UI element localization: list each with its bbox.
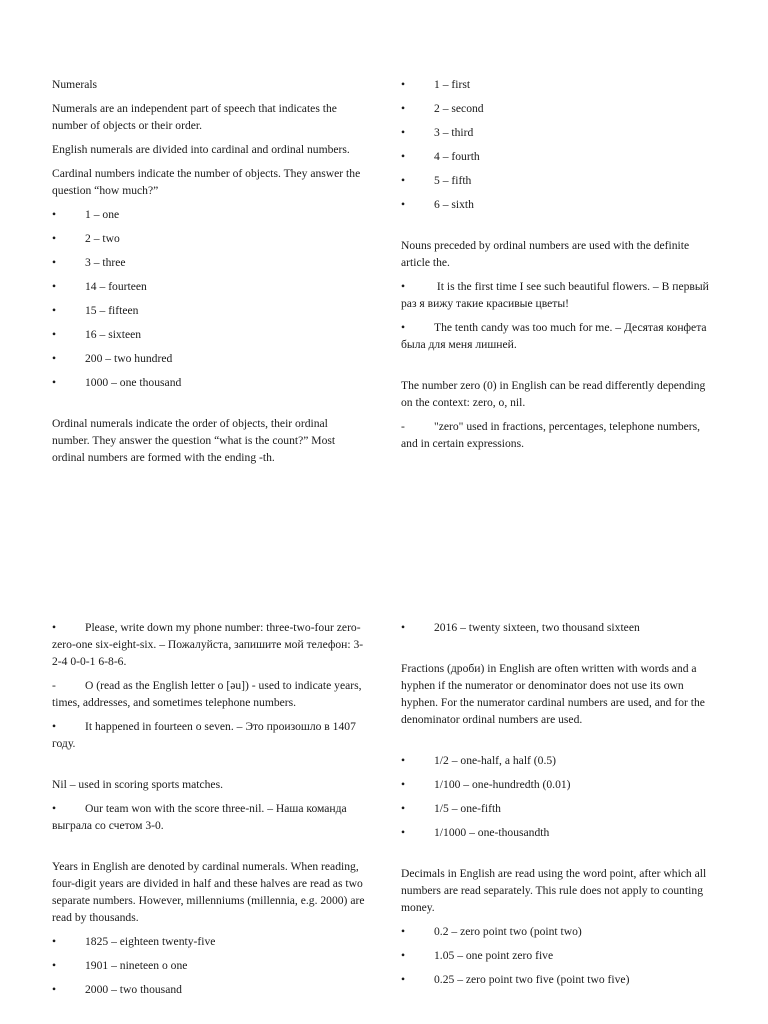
list-item-text: It is the first time I see such beautiful flowers. – В первый раз я вижу такие красивые цветы! — [401, 280, 709, 310]
list-item — [52, 677, 367, 711]
bullet-marker: • — [401, 754, 406, 767]
list-item — [52, 278, 367, 295]
list-item — [401, 619, 716, 636]
list-item — [52, 350, 367, 367]
paragraph: English numerals are divided into cardinal and ordinal numbers. — [52, 143, 350, 156]
bullet-marker: • — [401, 949, 406, 962]
bullet-marker: • — [401, 826, 406, 839]
list-item-text: 14 – fourteen — [85, 280, 147, 293]
list-item-text: 1.05 – one point zero five — [434, 949, 554, 962]
list-item-text: The tenth candy was too much for me. – Десятая конфета была для меня лишней. — [401, 321, 707, 351]
list-item-text: It happened in fourteen o seven. – Это произошло в 1407 году. — [52, 720, 356, 750]
list-item-text: Our team won with the score three-nil. – Наша команда выграла со счетом 3-0. — [52, 802, 347, 832]
list-item — [52, 957, 367, 974]
bullet-marker: • — [401, 321, 406, 334]
bullet-marker: • — [52, 352, 57, 365]
list-item — [401, 124, 716, 141]
bullet-marker: • — [52, 280, 57, 293]
list-item — [52, 302, 367, 319]
list-item-text: 15 – fifteen — [85, 304, 139, 317]
bullet-marker: • — [52, 983, 57, 996]
bullet-marker: • — [52, 232, 57, 245]
list-item — [401, 100, 716, 117]
list-item-text: 6 – sixth — [434, 198, 474, 211]
list-item — [401, 418, 716, 452]
list-item — [401, 923, 716, 940]
paragraph: The number zero (0) in English can be read differently depending on the context: zero, o, nil. — [401, 379, 706, 409]
list-item-text: 3 – third — [434, 126, 474, 139]
list-item — [401, 947, 716, 964]
list-item-text: 1/5 – one-fifth — [434, 802, 501, 815]
list-item — [401, 172, 716, 189]
bullet-marker: • — [401, 925, 406, 938]
bullet-marker: • — [401, 174, 406, 187]
bullet-marker: • — [401, 280, 406, 293]
list-item-text: "zero" used in fractions, percentages, telephone numbers, and in certain expressions. — [401, 420, 701, 450]
list-item-text: 0.2 – zero point two (point two) — [434, 925, 582, 938]
list-item-text: 1825 – eighteen twenty-five — [85, 935, 216, 948]
list-item — [401, 278, 716, 312]
dash-marker: - — [401, 420, 405, 433]
bullet-marker: • — [52, 621, 57, 634]
paragraph: Numerals are an independent part of speech that indicates the number of objects or their order. — [52, 102, 337, 132]
list-item — [52, 933, 367, 950]
cardinal-list — [52, 206, 367, 391]
list-item-text: 1000 – one thousand — [85, 376, 182, 389]
list-item — [52, 326, 367, 343]
list-item-text: 2 – second — [434, 102, 484, 115]
decimal-list — [401, 923, 716, 988]
zero-note-list — [401, 418, 716, 452]
ordinal-list — [401, 76, 716, 213]
list-item — [52, 800, 367, 834]
list-item-text: 2 – two — [85, 232, 120, 245]
list-item-text: 1/2 – one-half, a half (0.5) — [434, 754, 557, 767]
list-item-text: 1901 – nineteen o one — [85, 959, 188, 972]
bullet-marker: • — [52, 328, 57, 341]
bullet-marker: • — [52, 304, 57, 317]
section-title: Numerals — [52, 78, 98, 91]
list-item-text: 2016 – twenty sixteen, two thousand sixteen — [434, 621, 640, 634]
list-item-text: 1 – one — [85, 208, 120, 221]
bullet-marker: • — [401, 102, 406, 115]
example-list — [52, 619, 367, 752]
list-item — [401, 971, 716, 988]
paragraph: Ordinal numerals indicate the order of objects, their ordinal number. They answer the question “what is the count?” Most ordinal numbers are formed with the ending -th. — [52, 417, 336, 464]
example-list — [401, 278, 716, 353]
list-item — [401, 824, 716, 841]
list-item-text: 1 – first — [434, 78, 471, 91]
list-item-text: 1/100 – one-hundredth (0.01) — [434, 778, 571, 791]
list-item — [52, 206, 367, 223]
paragraph: Nouns preceded by ordinal numbers are used with the definite article the. — [401, 239, 690, 269]
list-item-text: 3 – three — [85, 256, 126, 269]
list-item-text: 5 – fifth — [434, 174, 472, 187]
list-item — [52, 718, 367, 752]
paragraph: Years in English are denoted by cardinal numerals. When reading, four-digit years are divided in half and these halves are read as two separate numbers. However, millenniums (millennia, e.g. 2000) are read by thousands. — [52, 860, 365, 924]
panel-ordinals — [401, 76, 716, 459]
list-item — [401, 148, 716, 165]
bullet-marker: • — [401, 621, 406, 634]
list-item — [401, 776, 716, 793]
list-item-text: 4 – fourth — [434, 150, 480, 163]
bullet-marker: • — [52, 802, 57, 815]
bullet-marker: • — [52, 208, 57, 221]
year-list — [401, 619, 716, 636]
list-item — [52, 619, 367, 670]
paragraph: Cardinal numbers indicate the number of objects. They answer the question “how much?” — [52, 167, 361, 197]
bullet-marker: • — [401, 802, 406, 815]
list-item — [52, 374, 367, 391]
list-item-text: 0.25 – zero point two five (point two five) — [434, 973, 630, 986]
bullet-marker: • — [52, 376, 57, 389]
year-list — [52, 933, 367, 998]
paragraph: Fractions (дроби) in English are often written with words and a hyphen if the numerator or denominator does not use its own hyphen. For the numerator cardinal numbers are used, and for the denominator ordinal numbers are used. — [401, 662, 705, 726]
list-item — [52, 230, 367, 247]
bullet-marker: • — [52, 935, 57, 948]
panel-zero-usage — [52, 619, 367, 1005]
list-item-text: O (read as the English letter o [əu]) - used to indicate years, times, addresses, and sometimes telephone numbers. — [52, 679, 362, 709]
list-item — [401, 319, 716, 353]
list-item-text: Please, write down my phone number: three-two-four zero-zero-one six-eight-six. – Пожалуйста, запишите мой телефон: 3-2-4 0-0-1 6-8-6. — [52, 621, 364, 668]
panel-fractions-decimals — [401, 619, 716, 995]
list-item — [52, 981, 367, 998]
list-item-text: 16 – sixteen — [85, 328, 142, 341]
dash-marker: - — [52, 679, 56, 692]
bullet-marker: • — [52, 959, 57, 972]
bullet-marker: • — [52, 720, 57, 733]
bullet-marker: • — [401, 198, 406, 211]
bullet-marker: • — [401, 778, 406, 791]
bullet-marker: • — [401, 150, 406, 163]
list-item — [401, 800, 716, 817]
bullet-marker: • — [401, 78, 406, 91]
paragraph: Decimals in English are read using the word point, after which all numbers are read separately. This rule does not apply to counting money. — [401, 867, 707, 914]
list-item — [401, 76, 716, 93]
example-list — [52, 800, 367, 834]
list-item-text: 2000 – two thousand — [85, 983, 182, 996]
fraction-list — [401, 752, 716, 841]
panel-numerals-intro — [52, 76, 367, 473]
bullet-marker: • — [401, 973, 406, 986]
list-item — [401, 196, 716, 213]
bullet-marker: • — [52, 256, 57, 269]
bullet-marker: • — [401, 126, 406, 139]
list-item-text: 1/1000 – one-thousandth — [434, 826, 550, 839]
list-item-text: 200 – two hundred — [85, 352, 173, 365]
paragraph: Nil – used in scoring sports matches. — [52, 778, 223, 791]
list-item — [52, 254, 367, 271]
list-item — [401, 752, 716, 769]
